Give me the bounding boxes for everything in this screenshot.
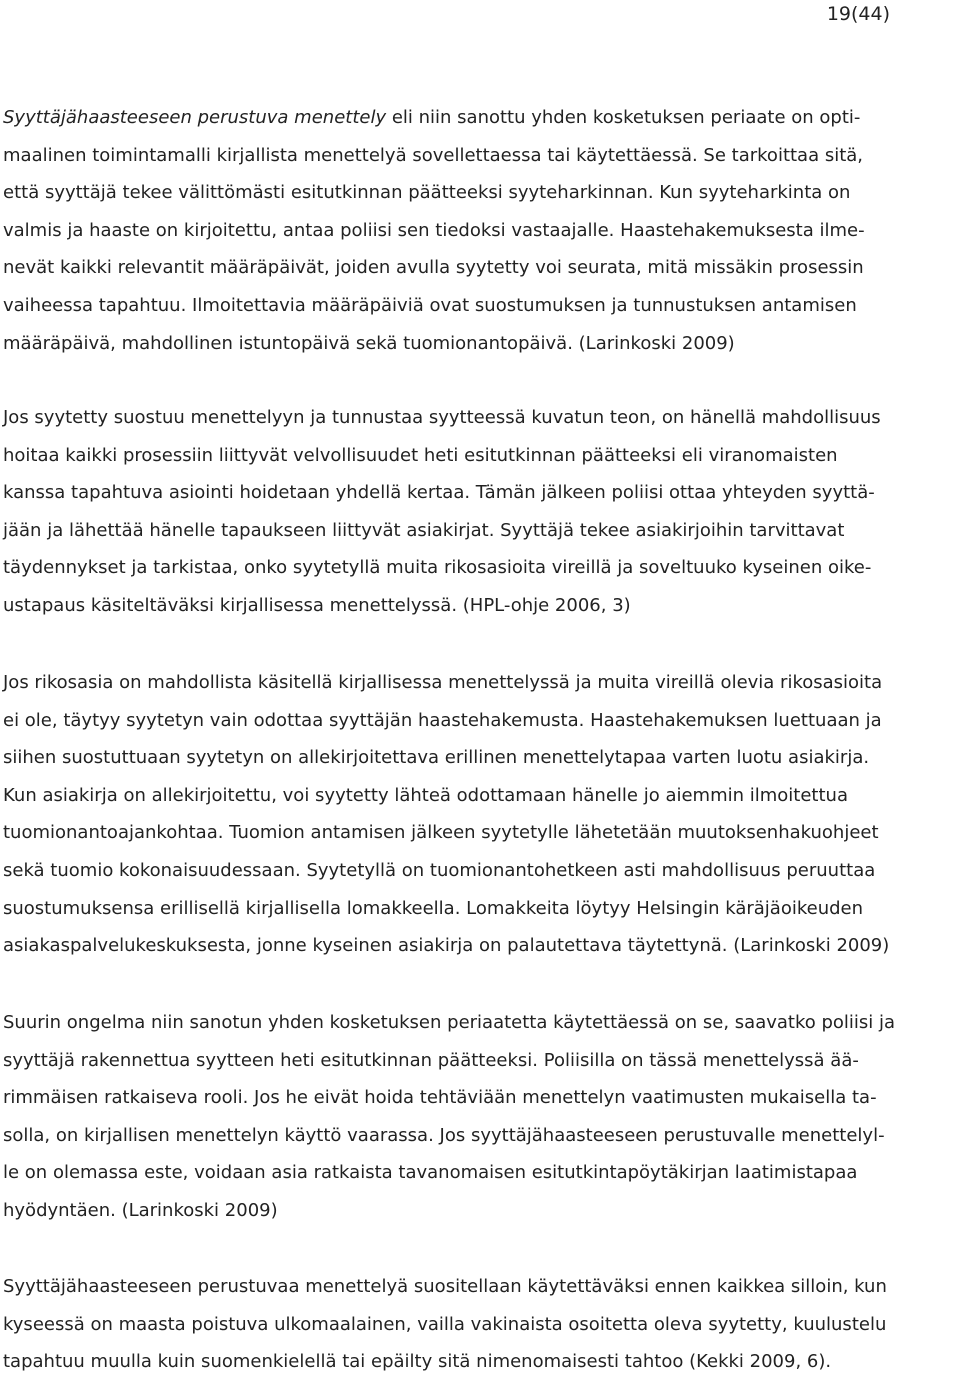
text-line: Suurin ongelma niin sanotun yhden kosketuksen periaatetta käytettäessä on se, saavatko poliisi ja [3,1012,896,1033]
text-line: le on olemassa este, voidaan asia ratkaista tavanomaisen esitutkintapöytäkirjan laatimistapaa [3,1162,858,1184]
text-line: hoitaa kaikki prosessiin liittyvät velvollisuudet heti esitutkinnan päätteeksi eli viranomaisten [3,444,838,466]
text-line: syyttäjä rakennettua syytteen heti esitutkinnan päätteeksi. Poliisilla on tässä menettelyssä ää- [3,1049,859,1071]
italic-term: Syyttäjähaasteeseen perustuva menettely [3,107,387,128]
text-line: vaiheessa tapahtuu. Ilmoitettavia määräpäiviä ovat suostumuksen ja tunnustuksen antamisen [3,294,857,316]
page-number: 19(44) [826,3,890,25]
text-line: suostumuksensa erillisellä kirjallisella lomakkeella. Lomakkeita löytyy Helsingin käräjäoikeuden [3,897,864,919]
text-line: ei ole, täytyy syytetyn vain odottaa syyttäjän haastehakemusta. Haastehakemuksen luettuaan ja [3,709,882,731]
text-line: hyödyntäen. (Larinkoski 2009) [3,1199,278,1221]
text-line: kyseessä on maasta poistuva ulkomaalainen, vailla vakinaista osoitetta oleva syytetty, kuulustelu [3,1313,887,1335]
text-line: jään ja lähettää hänelle tapaukseen liittyvät asiakirjat. Syyttäjä tekee asiakirjoihin tarvittavat [3,519,845,541]
text-line: Jos rikosasia on mahdollista käsitellä kirjallisessa menettelyssä ja muita vireillä olevia rikosasioita [3,672,883,693]
text-line: nevät kaikki relevantit määräpäivät, joiden avulla syytetty voi seurata, mitä missäkin prosessin [3,257,864,279]
text-line: ustapaus käsiteltäväksi kirjallisessa menettelyssä. (HPL-ohje 2006, 3) [3,594,631,616]
text-line [3,99,954,137]
text-line: täydennykset ja tarkistaa, onko syytetyllä muita rikosasioita vireillä ja soveltuuko kyseinen oike- [3,557,872,579]
text-line: solla, on kirjallisen menettelyn käyttö vaarassa. Jos syyttäjähaasteeseen perustuvalle menettelyl- [3,1124,885,1146]
paragraph-1 [3,99,954,362]
text-line: valmis ja haaste on kirjoitettu, antaa poliisi sen tiedoksi vastaajalle. Haastehakemuksesta ilme- [3,219,865,241]
paragraph-3 [3,664,954,965]
text-line: siihen suostuttuaan syytetyn on allekirjoitettava erillinen menettelytapaa varten luotu asiakirja. [3,747,870,769]
text-line: kanssa tapahtuva asiointi hoidetaan yhdellä kertaa. Tämän jälkeen poliisi ottaa yhteyden syyttä- [3,482,875,504]
text-line: määräpäivä, mahdollinen istuntopäivä sekä tuomionantopäivä. (Larinkoski 2009) [3,332,735,354]
text-line: tapahtuu muulla kuin suomenkielellä tai epäilty sitä nimenomaisesti tahtoo (Kekki 2009, 6). [3,1351,832,1373]
text-line: rimmäisen ratkaiseva rooli. Jos he eivät hoida tehtäviään menettelyn vaatimusten mukaisella ta- [3,1087,877,1109]
paragraph-2 [3,399,954,625]
text-line: tuomionantoajankohtaa. Tuomion antamisen jälkeen syytetylle lähetetään muutoksenhakuohjeet [3,822,879,844]
text-line: Syyttäjähaasteeseen perustuvaa menettelyä suositellaan käytettäväksi ennen kaikkea silloin, kun [3,1276,887,1297]
text-line: maalinen toimintamalli kirjallista menettelyä sovellettaessa tai käytettäessä. Se tarkoittaa sitä, [3,144,864,166]
text-line: Jos syytetty suostuu menettelyyn ja tunnustaa syytteessä kuvatun teon, on hänellä mahdollisuus [3,407,881,428]
text-line-rest: eli niin sanottu yhden kosketuksen periaate on opti- [386,107,861,128]
text-line: Kun asiakirja on allekirjoitettu, voi syytetty lähteä odottamaan hänelle jo aiemmin ilmoitettua [3,784,848,806]
text-line: että syyttäjä tekee välittömästi esitutkinnan päätteeksi syyteharkinnan. Kun syyteharkinta on [3,182,851,204]
paragraph-5 [3,1268,954,1381]
text-line: asiakaspalvelukeskuksesta, jonne kyseinen asiakirja on palautettava täytettynä. (Larinkoski 2009) [3,935,890,957]
text-line: sekä tuomio kokonaisuudessaan. Syytetyllä on tuomionantohetkeen asti mahdollisuus peruuttaa [3,859,876,881]
paragraph-4 [3,1004,954,1230]
